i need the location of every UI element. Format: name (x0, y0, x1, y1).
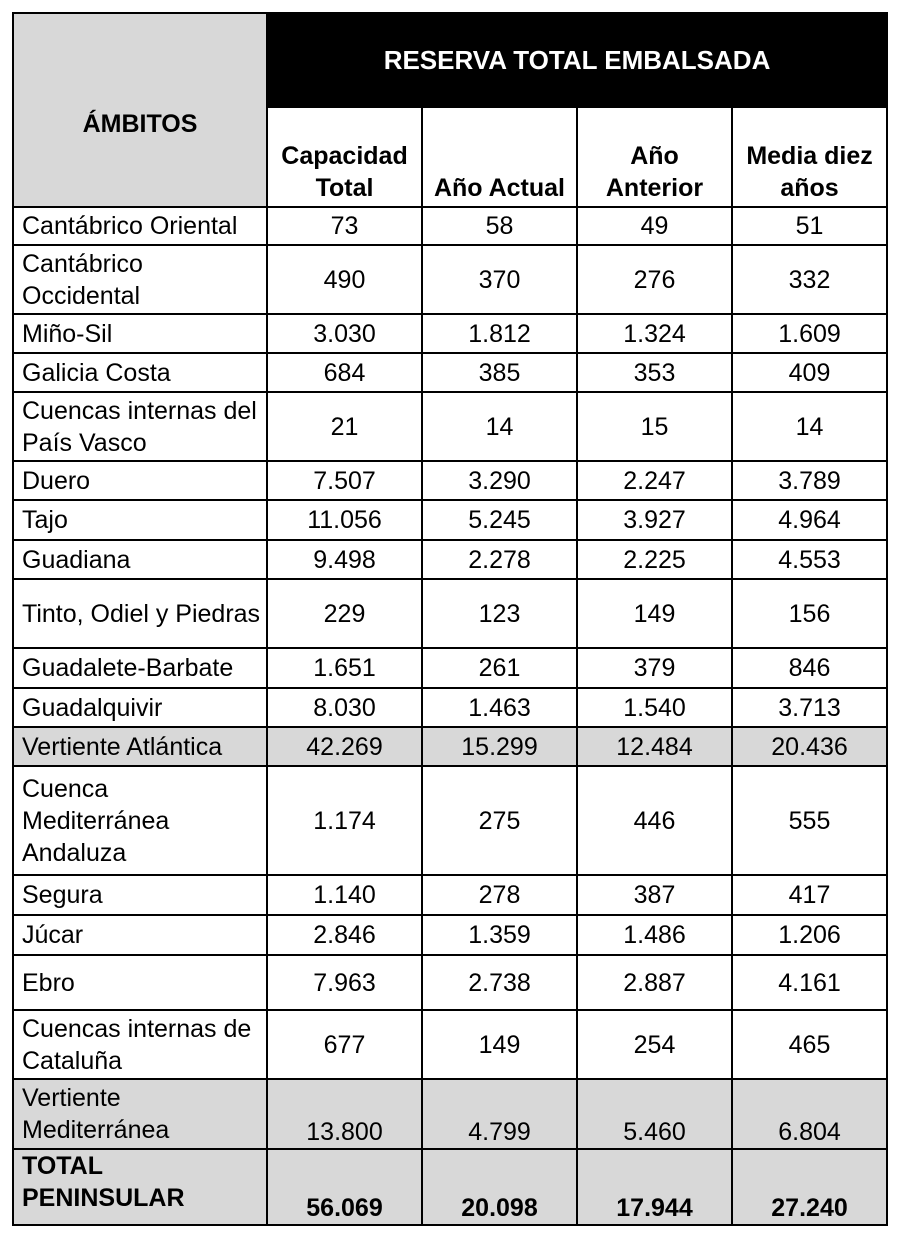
cell-media: 20.436 (732, 727, 887, 766)
cell-media: 4.553 (732, 540, 887, 579)
cell-capacidad: 13.800 (267, 1079, 422, 1149)
subtotal-row (13, 727, 887, 766)
table-row (13, 461, 887, 500)
subtotal-row (13, 1079, 887, 1149)
table-row (13, 245, 887, 314)
cell-capacidad: 684 (267, 353, 422, 392)
cell-media: 51 (732, 207, 887, 245)
cell-anterior: 1.540 (577, 688, 732, 727)
cell-media: 156 (732, 579, 887, 648)
cell-anterior: 149 (577, 579, 732, 648)
cell-media: 27.240 (732, 1149, 887, 1225)
header-media-diez-anos: Media diez años (732, 107, 887, 207)
total-row (13, 1149, 887, 1225)
header-ano-actual: Año Actual (422, 107, 577, 207)
cell-actual: 14 (422, 392, 577, 461)
table-row (13, 540, 887, 579)
cell-actual: 2.278 (422, 540, 577, 579)
cell-capacidad: 8.030 (267, 688, 422, 727)
cell-media: 555 (732, 766, 887, 875)
cell-media: 4.964 (732, 500, 887, 540)
table-row (13, 207, 887, 245)
cell-anterior: 379 (577, 648, 732, 688)
cell-capacidad: 229 (267, 579, 422, 648)
cell-actual: 1.463 (422, 688, 577, 727)
row-name: Vertiente Atlántica (13, 727, 267, 766)
cell-capacidad: 9.498 (267, 540, 422, 579)
cell-capacidad: 1.174 (267, 766, 422, 875)
cell-anterior: 254 (577, 1010, 732, 1079)
cell-actual: 20.098 (422, 1149, 577, 1225)
cell-anterior: 387 (577, 875, 732, 915)
header-ano-anterior: Año Anterior (577, 107, 732, 207)
row-name: Guadalete-Barbate (13, 648, 267, 688)
cell-actual: 275 (422, 766, 577, 875)
cell-capacidad: 490 (267, 245, 422, 314)
row-name: Ebro (13, 955, 267, 1010)
cell-anterior: 1.486 (577, 915, 732, 955)
cell-anterior: 49 (577, 207, 732, 245)
row-name: Duero (13, 461, 267, 500)
row-name: Tajo (13, 500, 267, 540)
cell-capacidad: 3.030 (267, 314, 422, 353)
cell-anterior: 2.887 (577, 955, 732, 1010)
table-row (13, 915, 887, 955)
row-name: Segura (13, 875, 267, 915)
row-name: Cuencas internas de Cataluña (13, 1010, 267, 1079)
cell-capacidad: 42.269 (267, 727, 422, 766)
cell-capacidad: 7.507 (267, 461, 422, 500)
cell-actual: 123 (422, 579, 577, 648)
table-row (13, 579, 887, 648)
cell-anterior: 12.484 (577, 727, 732, 766)
cell-media: 6.804 (732, 1079, 887, 1149)
header-group-title: RESERVA TOTAL EMBALSADA (267, 13, 887, 107)
cell-actual: 1.812 (422, 314, 577, 353)
cell-capacidad: 21 (267, 392, 422, 461)
cell-media: 846 (732, 648, 887, 688)
cell-anterior: 276 (577, 245, 732, 314)
header-ambitos: ÁMBITOS (13, 13, 267, 207)
cell-media: 3.789 (732, 461, 887, 500)
cell-media: 3.713 (732, 688, 887, 727)
row-name: Júcar (13, 915, 267, 955)
cell-anterior: 1.324 (577, 314, 732, 353)
row-name: Galicia Costa (13, 353, 267, 392)
row-name: Vertiente Mediterránea (13, 1079, 267, 1149)
cell-anterior: 446 (577, 766, 732, 875)
cell-media: 1.609 (732, 314, 887, 353)
row-name: TOTAL PENINSULAR (13, 1149, 267, 1225)
cell-actual: 370 (422, 245, 577, 314)
cell-actual: 149 (422, 1010, 577, 1079)
cell-anterior: 2.225 (577, 540, 732, 579)
cell-media: 409 (732, 353, 887, 392)
cell-anterior: 17.944 (577, 1149, 732, 1225)
cell-actual: 261 (422, 648, 577, 688)
cell-media: 332 (732, 245, 887, 314)
header-capacidad-total: Capacidad Total (267, 107, 422, 207)
cell-media: 4.161 (732, 955, 887, 1010)
table-row (13, 500, 887, 540)
table-row (13, 875, 887, 915)
cell-media: 465 (732, 1010, 887, 1079)
cell-actual: 3.290 (422, 461, 577, 500)
row-name: Cantábrico Oriental (13, 207, 267, 245)
cell-capacidad: 1.651 (267, 648, 422, 688)
cell-actual: 278 (422, 875, 577, 915)
cell-actual: 15.299 (422, 727, 577, 766)
cell-capacidad: 7.963 (267, 955, 422, 1010)
row-name: Cuenca Mediterránea Andaluza (13, 766, 267, 875)
reservoir-table (12, 12, 888, 1226)
cell-actual: 1.359 (422, 915, 577, 955)
row-name: Tinto, Odiel y Piedras (13, 579, 267, 648)
cell-anterior: 2.247 (577, 461, 732, 500)
row-name: Guadiana (13, 540, 267, 579)
row-name: Cantábrico Occidental (13, 245, 267, 314)
cell-anterior: 3.927 (577, 500, 732, 540)
cell-media: 1.206 (732, 915, 887, 955)
cell-capacidad: 11.056 (267, 500, 422, 540)
cell-actual: 58 (422, 207, 577, 245)
table-row (13, 353, 887, 392)
table-row (13, 314, 887, 353)
cell-actual: 4.799 (422, 1079, 577, 1149)
cell-actual: 5.245 (422, 500, 577, 540)
table-row (13, 392, 887, 461)
table-row (13, 648, 887, 688)
table-row (13, 1010, 887, 1079)
cell-actual: 385 (422, 353, 577, 392)
cell-capacidad: 56.069 (267, 1149, 422, 1225)
row-name: Guadalquivir (13, 688, 267, 727)
cell-anterior: 5.460 (577, 1079, 732, 1149)
table-row (13, 955, 887, 1010)
row-name: Cuencas internas del País Vasco (13, 392, 267, 461)
table-row (13, 766, 887, 875)
cell-anterior: 353 (577, 353, 732, 392)
table-row (13, 688, 887, 727)
cell-capacidad: 73 (267, 207, 422, 245)
cell-media: 417 (732, 875, 887, 915)
cell-capacidad: 1.140 (267, 875, 422, 915)
cell-actual: 2.738 (422, 955, 577, 1010)
cell-anterior: 15 (577, 392, 732, 461)
cell-capacidad: 2.846 (267, 915, 422, 955)
row-name: Miño-Sil (13, 314, 267, 353)
cell-capacidad: 677 (267, 1010, 422, 1079)
cell-media: 14 (732, 392, 887, 461)
